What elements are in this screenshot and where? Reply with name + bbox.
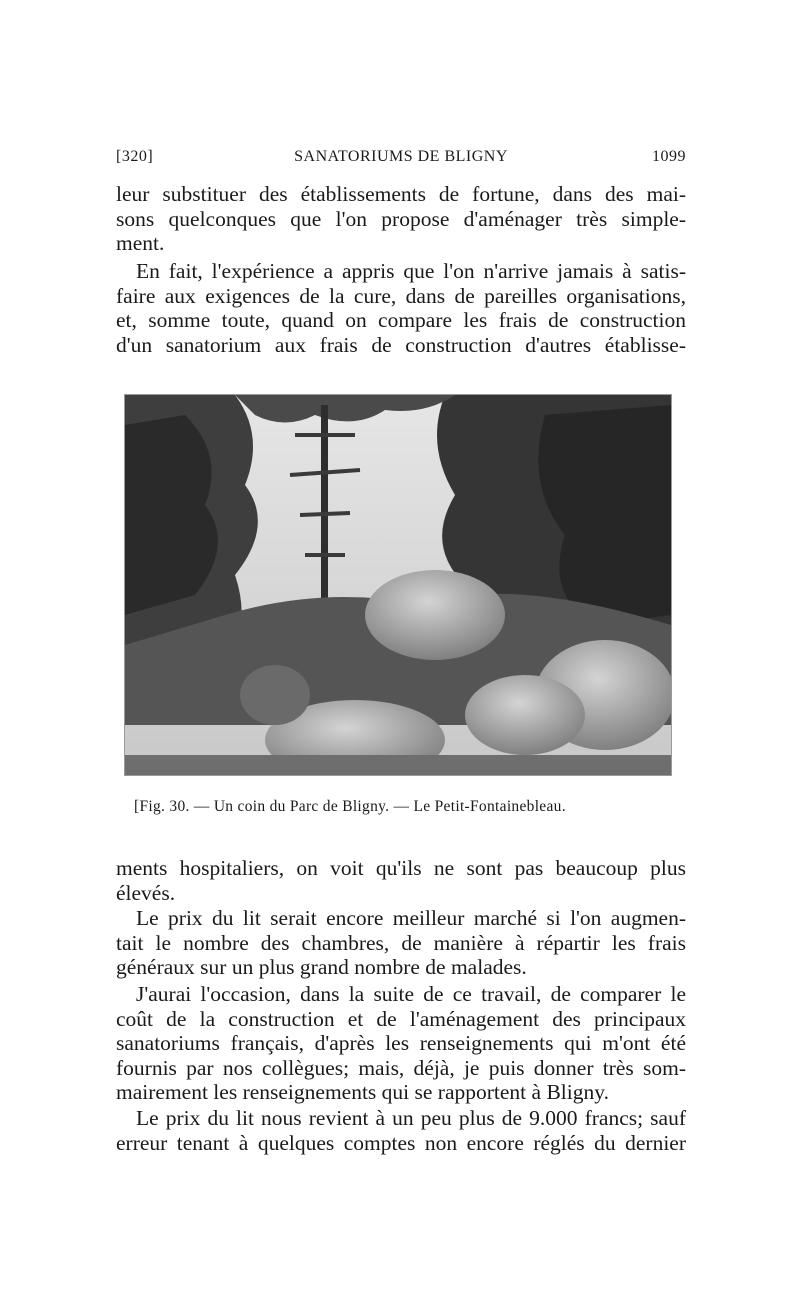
text-line: élevés. — [116, 880, 176, 905]
text-line: ments hospitaliers, on voit qu'ils ne sont pas beaucoup plus — [116, 856, 686, 880]
text-line: coût de la construction et de l'aménagement des principaux — [116, 1006, 686, 1031]
paragraph-3 — [116, 856, 686, 905]
text-line: J'aurai l'occasion, dans la suite de ce travail, de comparer le — [136, 982, 686, 1006]
text-line: d'un sanatorium aux frais de construction d'autres établisse- — [116, 332, 686, 357]
text-line: fournis par nos collègues; mais, déjà, je puis donner très som- — [116, 1055, 686, 1080]
paragraph-4 — [116, 906, 686, 980]
running-header — [116, 148, 686, 172]
text-line: généraux sur un plus grand nombre de malades. — [116, 955, 527, 979]
text-line: ment. — [116, 231, 165, 255]
page-number: 1099 — [652, 148, 686, 165]
figure-photograph — [124, 394, 672, 776]
text-line: En fait, l'expérience a appris que l'on n'arrive jamais à satis- — [136, 259, 686, 283]
running-title: SANATORIUMS DE BLIGNY — [294, 148, 508, 165]
text-line: tait le nombre des chambres, de manière à répartir les frais — [116, 930, 686, 955]
text-line: faire aux exigences de la cure, dans de pareilles organisations, — [116, 283, 686, 308]
paragraph-6 — [116, 1106, 686, 1155]
text-line: sanatoriums français, d'après les renseignements qui m'ont été — [116, 1031, 686, 1055]
text-line: mairement les renseignements qui se rapportent à Bligny. — [116, 1080, 609, 1104]
text-line: Le prix du lit serait encore meilleur marché si l'on augmen- — [136, 906, 686, 930]
text-line: Le prix du lit nous revient à un peu plus de 9.000 francs; sauf — [136, 1106, 686, 1130]
figure-caption: [Fig. 30. — Un coin du Parc de Bligny. — Le Petit-Fontainebleau. — [134, 798, 566, 815]
paragraph-5 — [116, 982, 686, 1105]
text-line: sons quelconques que l'on propose d'aménager très simple- — [116, 206, 686, 231]
paragraph-1 — [116, 182, 686, 256]
text-line: leur substituer des établissements de fortune, dans des mai- — [116, 182, 686, 206]
text-line: erreur tenant à quelques comptes non encore réglés du dernier — [116, 1130, 686, 1155]
page-bracket-number: [320] — [116, 148, 154, 165]
text-line: et, somme toute, quand on compare les frais de construction — [116, 308, 686, 332]
park-photo-illustration — [125, 395, 671, 775]
paragraph-2 — [116, 259, 686, 357]
